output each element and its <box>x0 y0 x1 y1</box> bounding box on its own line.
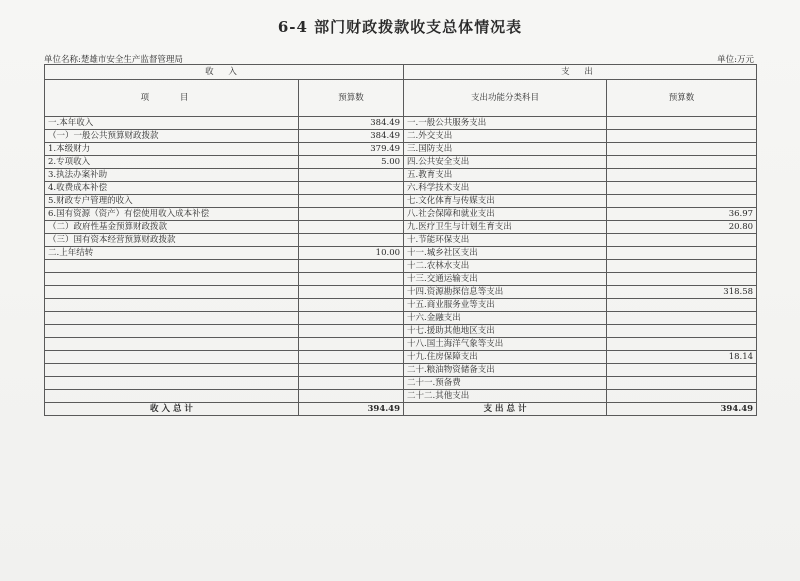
unit-name-label: 单位名称:楚雄市安全生产监督管理局 <box>44 55 183 65</box>
income-budget-cell <box>299 182 404 195</box>
expense-item-cell: 十九.住房保障支出 <box>404 351 607 364</box>
income-budget-cell <box>299 208 404 221</box>
income-item-cell <box>45 338 299 351</box>
expense-budget-cell: 18.14 <box>607 351 757 364</box>
income-budget-cell <box>299 325 404 338</box>
income-budget-cell: 384.49 <box>299 130 404 143</box>
income-item-cell <box>45 351 299 364</box>
income-budget-cell <box>299 377 404 390</box>
table-row <box>45 286 757 299</box>
expense-item-cell: 十一.城乡社区支出 <box>404 247 607 260</box>
expense-budget-cell <box>607 260 757 273</box>
expense-budget-cell <box>607 299 757 312</box>
expense-item-cell: 二十二.其他支出 <box>404 390 607 403</box>
expense-item-cell: 七.文化体育与传媒支出 <box>404 195 607 208</box>
income-item-cell: 一.本年收入 <box>45 117 299 130</box>
table-row <box>45 195 757 208</box>
expense-item-cell: 十七.援助其他地区支出 <box>404 325 607 338</box>
income-budget-cell <box>299 260 404 273</box>
expense-budget-cell <box>607 390 757 403</box>
income-item-cell: 6.国有资源（资产）有偿使用收入成本补偿 <box>45 208 299 221</box>
income-budget-cell <box>299 312 404 325</box>
expense-budget-cell <box>607 156 757 169</box>
expense-budget-cell <box>607 117 757 130</box>
income-budget-cell: 379.49 <box>299 143 404 156</box>
expense-budget-cell <box>607 338 757 351</box>
expense-item-cell: 一.一般公共服务支出 <box>404 117 607 130</box>
income-budget-cell <box>299 286 404 299</box>
table-row <box>45 273 757 286</box>
expense-total-value: 394.49 <box>607 403 757 416</box>
income-budget-cell: 10.00 <box>299 247 404 260</box>
expense-budget-cell <box>607 143 757 156</box>
income-total-value: 394.49 <box>299 403 404 416</box>
expense-item-cell: 九.医疗卫生与计划生育支出 <box>404 221 607 234</box>
income-budget-cell <box>299 221 404 234</box>
header-row-columns <box>45 80 757 117</box>
income-item-cell: 2.专项收入 <box>45 156 299 169</box>
currency-unit-label: 单位:万元 <box>717 55 754 65</box>
table-row <box>45 182 757 195</box>
expense-item-cell: 十二.农林水支出 <box>404 260 607 273</box>
expense-budget-cell <box>607 273 757 286</box>
expense-budget-cell <box>607 247 757 260</box>
income-budget-cell <box>299 169 404 182</box>
table-row <box>45 234 757 247</box>
expense-item-cell: 十八.国土海洋气象等支出 <box>404 338 607 351</box>
income-item-cell: 3.执法办案补助 <box>45 169 299 182</box>
budget-right-header: 预算数 <box>607 80 757 117</box>
expense-item-cell: 十三.交通运输支出 <box>404 273 607 286</box>
expense-item-cell: 十.节能环保支出 <box>404 234 607 247</box>
income-header: 收 入 <box>45 65 404 80</box>
table-row <box>45 169 757 182</box>
table-row <box>45 390 757 403</box>
expense-budget-cell <box>607 364 757 377</box>
income-budget-cell <box>299 338 404 351</box>
income-item-cell <box>45 390 299 403</box>
income-item-cell <box>45 377 299 390</box>
budget-table <box>44 64 757 416</box>
expense-item-cell: 十六.金融支出 <box>404 312 607 325</box>
table-row <box>45 299 757 312</box>
table-row <box>45 351 757 364</box>
header-row-top <box>45 65 757 80</box>
income-item-cell <box>45 312 299 325</box>
expense-item-cell: 八.社会保障和就业支出 <box>404 208 607 221</box>
income-item-cell: 1.本级财力 <box>45 143 299 156</box>
income-item-cell: 二.上年结转 <box>45 247 299 260</box>
expense-budget-cell <box>607 377 757 390</box>
income-total-label: 收 入 总 计 <box>45 403 299 416</box>
table-row <box>45 221 757 234</box>
table-row <box>45 260 757 273</box>
budget-left-header: 预算数 <box>299 80 404 117</box>
income-item-cell: 5.财政专户管理的收入 <box>45 195 299 208</box>
total-row <box>45 403 757 416</box>
table-row <box>45 247 757 260</box>
table-row <box>45 377 757 390</box>
expense-budget-cell <box>607 182 757 195</box>
table-row <box>45 143 757 156</box>
expense-budget-cell <box>607 195 757 208</box>
income-item-cell: （二）政府性基金预算财政拨款 <box>45 221 299 234</box>
table-row <box>45 338 757 351</box>
income-budget-cell <box>299 234 404 247</box>
income-budget-cell <box>299 299 404 312</box>
expense-budget-cell <box>607 312 757 325</box>
income-item-cell <box>45 364 299 377</box>
expense-budget-cell <box>607 130 757 143</box>
income-item-cell <box>45 260 299 273</box>
table-row <box>45 130 757 143</box>
income-item-cell <box>45 273 299 286</box>
income-item-cell <box>45 299 299 312</box>
expense-total-label: 支 出 总 计 <box>404 403 607 416</box>
expense-item-cell: 二十.粮油物资储备支出 <box>404 364 607 377</box>
page-title: 6-4 部门财政拨款收支总体情况表 <box>277 18 523 36</box>
expense-budget-cell <box>607 234 757 247</box>
income-item-cell: （三）国有资本经营预算财政拨款 <box>45 234 299 247</box>
expense-item-cell: 五.教育支出 <box>404 169 607 182</box>
expense-budget-cell <box>607 325 757 338</box>
expense-budget-cell: 318.58 <box>607 286 757 299</box>
expense-item-cell: 十四.资源勘探信息等支出 <box>404 286 607 299</box>
income-budget-cell <box>299 364 404 377</box>
income-budget-cell <box>299 351 404 364</box>
expense-budget-cell <box>607 169 757 182</box>
expense-budget-cell: 36.97 <box>607 208 757 221</box>
item-header: 项 目 <box>45 80 299 117</box>
income-budget-cell: 5.00 <box>299 156 404 169</box>
expense-budget-cell: 20.80 <box>607 221 757 234</box>
expense-header: 支 出 <box>404 65 757 80</box>
income-item-cell <box>45 286 299 299</box>
expense-item-cell: 四.公共安全支出 <box>404 156 607 169</box>
income-item-cell: 4.收费成本补偿 <box>45 182 299 195</box>
expense-item-cell: 三.国防支出 <box>404 143 607 156</box>
expense-item-cell: 二.外交支出 <box>404 130 607 143</box>
income-item-cell <box>45 325 299 338</box>
expense-item-cell: 十五.商业服务业等支出 <box>404 299 607 312</box>
table-row <box>45 117 757 130</box>
table-row <box>45 208 757 221</box>
income-budget-cell <box>299 273 404 286</box>
income-budget-cell <box>299 195 404 208</box>
table-row <box>45 312 757 325</box>
income-budget-cell <box>299 390 404 403</box>
func-class-header: 支出功能分类科目 <box>404 80 607 117</box>
expense-item-cell: 二十一.预备费 <box>404 377 607 390</box>
expense-item-cell: 六.科学技术支出 <box>404 182 607 195</box>
income-budget-cell: 384.49 <box>299 117 404 130</box>
table-row <box>45 364 757 377</box>
table-row <box>45 325 757 338</box>
income-item-cell: （一）一般公共预算财政拨款 <box>45 130 299 143</box>
table-row <box>45 156 757 169</box>
